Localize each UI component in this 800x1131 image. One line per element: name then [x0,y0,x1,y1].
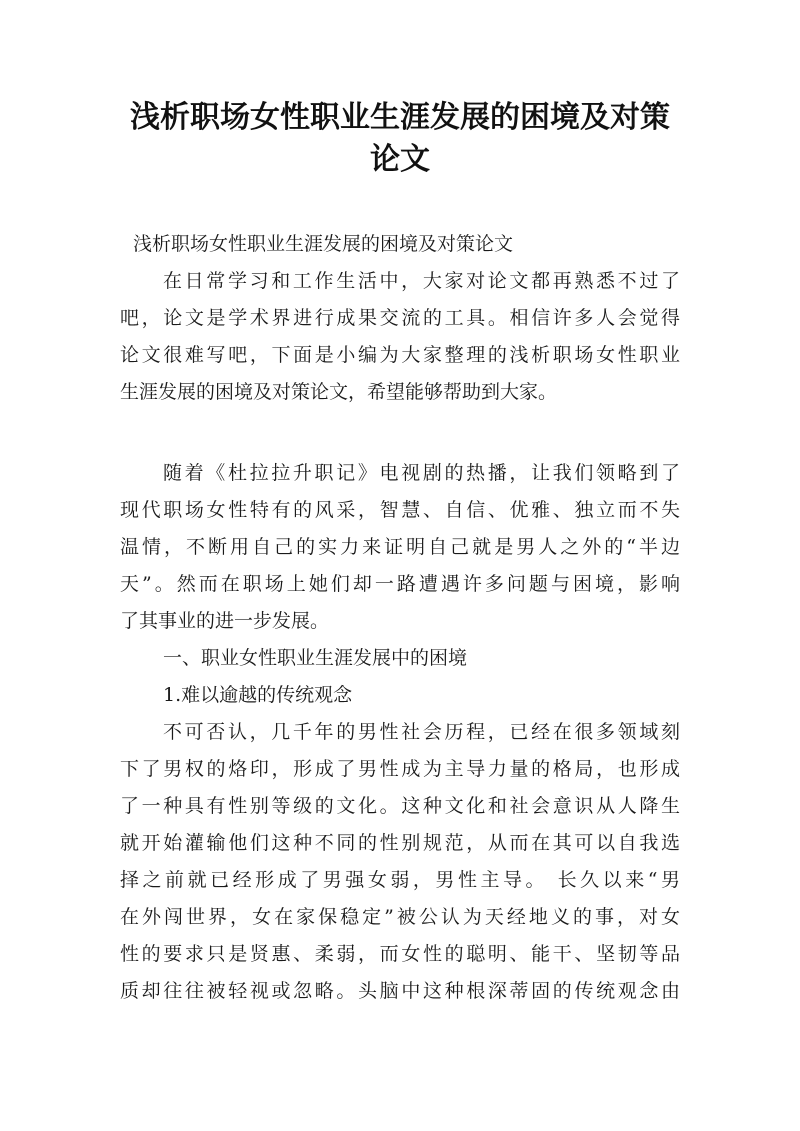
paragraph2-line: 了一种具有性别等级的文化。这种文化和社会意识从人降生 [120,795,680,817]
section-heading: 一、职业女性职业生涯发展中的困境 [163,647,468,669]
paragraph1-line: 了其事业的进一步发展。 [120,610,330,632]
paragraph2-line: 下了男权的烙印，形成了男性成为主导力量的格局，也形成 [120,758,680,780]
intro-line: 在日常学习和工作生活中，大家对论文都再熟悉不过了 [163,270,680,292]
paragraph2-line: 性的要求只是贤惠、柔弱，而女性的聪明、能干、坚韧等品 [120,943,680,965]
paragraph1-line: 现代职场女性特有的风采，智慧、自信、优雅、独立而不失 [120,499,680,521]
document-title-line-2: 论文 [370,142,430,177]
document-subtitle: 浅析职场女性职业生涯发展的困境及对策论文 [133,233,514,255]
paragraph1-line: 温情，不断用自己的实力来证明自己就是男人之外的“半边 [120,536,680,558]
paragraph1-line: 天”。然而在职场上她们却一路遭遇许多问题与困境，影响 [120,573,680,595]
intro-line: 吧，论文是学术界进行成果交流的工具。相信许多人会觉得 [120,307,680,329]
paragraph2-line: 择之前就已经形成了男强女弱，男性主导。 长久以来“男 [120,869,680,891]
paragraph2-line: 就开始灌输他们这种不同的性别规范，从而在其可以自我选 [120,832,680,854]
document-title-line-1: 浅析职场女性职业生涯发展的困境及对策 [130,100,670,135]
paragraph2-line: 在外闯世界，女在家保稳定”被公认为天经地义的事，对女 [120,906,680,928]
paragraph1-line: 随着《杜拉拉升职记》电视剧的热播，让我们领略到了 [163,462,680,484]
paragraph2-line: 质却往往被轻视或忽略。头脑中这种根深蒂固的传统观念由 [120,980,680,1002]
intro-line: 生涯发展的困境及对策论文，希望能够帮助到大家。 [120,381,558,403]
paragraph2-line: 不可否认，几千年的男性社会历程，已经在很多领域刻 [163,721,680,743]
intro-line: 论文很难写吧，下面是小编为大家整理的浅析职场女性职业 [120,344,680,366]
subsection-heading: 1.难以逾越的传统观念 [163,684,353,706]
